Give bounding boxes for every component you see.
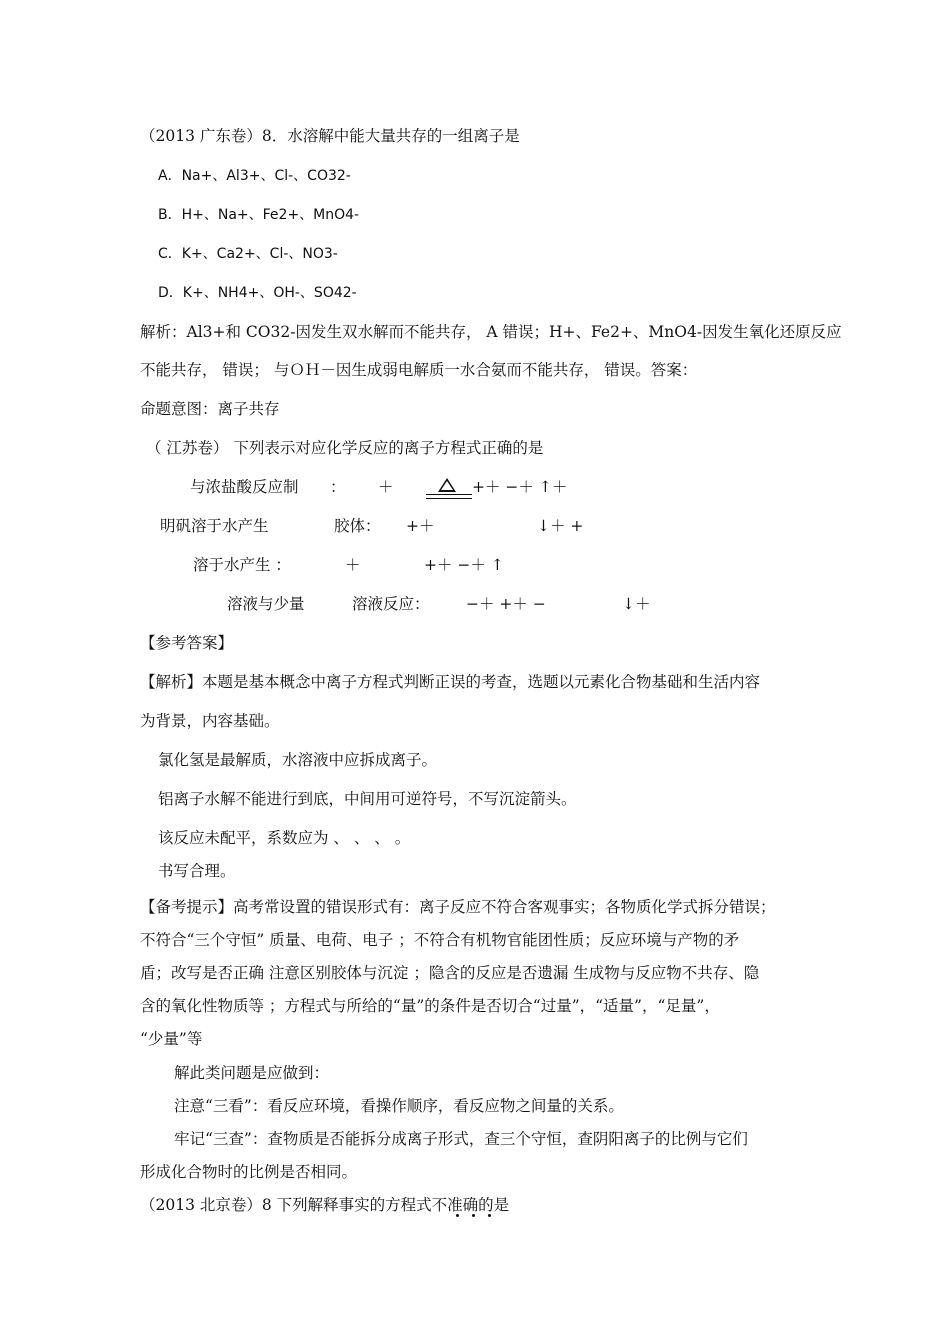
equation-label: 溶液与少量 — [227, 595, 305, 613]
question-title: （2013 北京卷）8 下列解释事实的方程式不准确的是 — [140, 1196, 510, 1214]
option-b: B．H+、Na+、Fe2+、MnO4- — [158, 207, 360, 223]
body-line: 注意“三看”：看反应环境，看操作顺序，看反应物之间量的关系。 — [174, 1097, 624, 1115]
body-line: 解此类问题是应做到： — [174, 1064, 330, 1082]
equation-end: ↓＋ — [622, 595, 651, 613]
option-a: A．Na+、Al3+、Cl-、CO32- — [158, 168, 351, 184]
point-line: 书写合理。 — [158, 862, 236, 880]
equation-mid: 溶液反应： — [352, 595, 430, 613]
section-heading: 【参考答案】 — [140, 634, 234, 652]
tip-line: 盾；改写是否正确 注意区别胶体与沉淀 ；隐含的反应是否遗漏 生成物与反应物不共存、隐 — [140, 964, 760, 982]
equals-line — [426, 498, 472, 499]
equation-rhs: ↓＋ + — [537, 517, 584, 535]
analysis-line: 为背景，内容基础。 — [140, 712, 280, 730]
option-d: D．K+、NH4+、OH-、SO42- — [158, 285, 357, 301]
equation-colloid: 胶体： — [334, 517, 381, 535]
equation-label: 与浓盐酸反应制 — [190, 478, 299, 496]
equation-plus: ＋ — [378, 478, 394, 496]
equation-rhs: +＋ −＋ ↑＋ — [472, 478, 568, 496]
analysis-line: 解析：Al3+和 CO32-因发生双水解而不能共存， A 错误；H+、Fe2+、MnO4-因发生氧化还原反应 — [140, 323, 842, 341]
emphasis-dot — [488, 1214, 491, 1217]
equation-label: 明矾溶于水产生 — [160, 517, 269, 535]
emphasis-dot — [456, 1214, 459, 1217]
equation-rhs: +＋ −＋ ↑ — [424, 556, 504, 574]
equation-plus: ＋ — [345, 556, 361, 574]
equation-rhs: −＋ +＋ − — [466, 595, 546, 613]
equals-line — [426, 494, 472, 495]
point-line: 铝离子水解不能进行到底，中间用可逆符号，不写沉淀箭头。 — [158, 790, 577, 808]
body-line: 牢记“三查”：查物质是否能拆分成离子形式，查三个守恒，查阴阳离子的比例与它们 — [174, 1130, 748, 1148]
question-title: （2013 广东卷）8．水溶解中能大量共存的一组离子是 — [140, 127, 520, 145]
emphasis-dot — [472, 1214, 475, 1217]
equation-label: 溶于水产生 ： — [193, 556, 291, 574]
body-line: 形成化合物时的比例是否相同。 — [140, 1163, 358, 1181]
analysis-line: 不能共存， 错误； 与ＯＨ－因生成弱电解质一水合氨而不能共存， 错误。答案： — [140, 361, 698, 379]
equation-colon: ： — [330, 478, 346, 496]
analysis-line: 【解析】本题是基本概念中离子方程式判断正误的考查，选题以元素化合物基础和生活内容 — [140, 673, 761, 691]
tip-line: 含的氧化性物质等 ；方程式与所给的“量”的条件是否切合“过量”，“适量”，“足量”， — [140, 997, 720, 1015]
tip-line: “少量”等 — [140, 1030, 203, 1048]
question-title: （ 江苏卷） 下列表示对应化学反应的离子方程式正确的是 — [146, 439, 544, 457]
intent-line: 命题意图：离子共存 — [140, 400, 280, 418]
heat-triangle-icon — [438, 478, 456, 492]
option-c: C．K+、Ca2+、Cl-、NO3- — [158, 246, 338, 262]
point-line: 该反应未配平，系数应为 、 、 、 。 — [158, 829, 411, 847]
equation-mid: +＋ — [406, 517, 435, 535]
point-line: 氯化氢是最解质，水溶液中应拆成离子。 — [158, 751, 438, 769]
tip-line: 【备考提示】高考常设置的错误形式有：离子反应不符合客观事实；各物质化学式拆分错误； — [140, 898, 776, 916]
tip-line: 不符合“三个守恒” 质量、电荷、电子 ；不符合有机物官能团性质；反应环境与产物的矛 — [140, 931, 740, 949]
